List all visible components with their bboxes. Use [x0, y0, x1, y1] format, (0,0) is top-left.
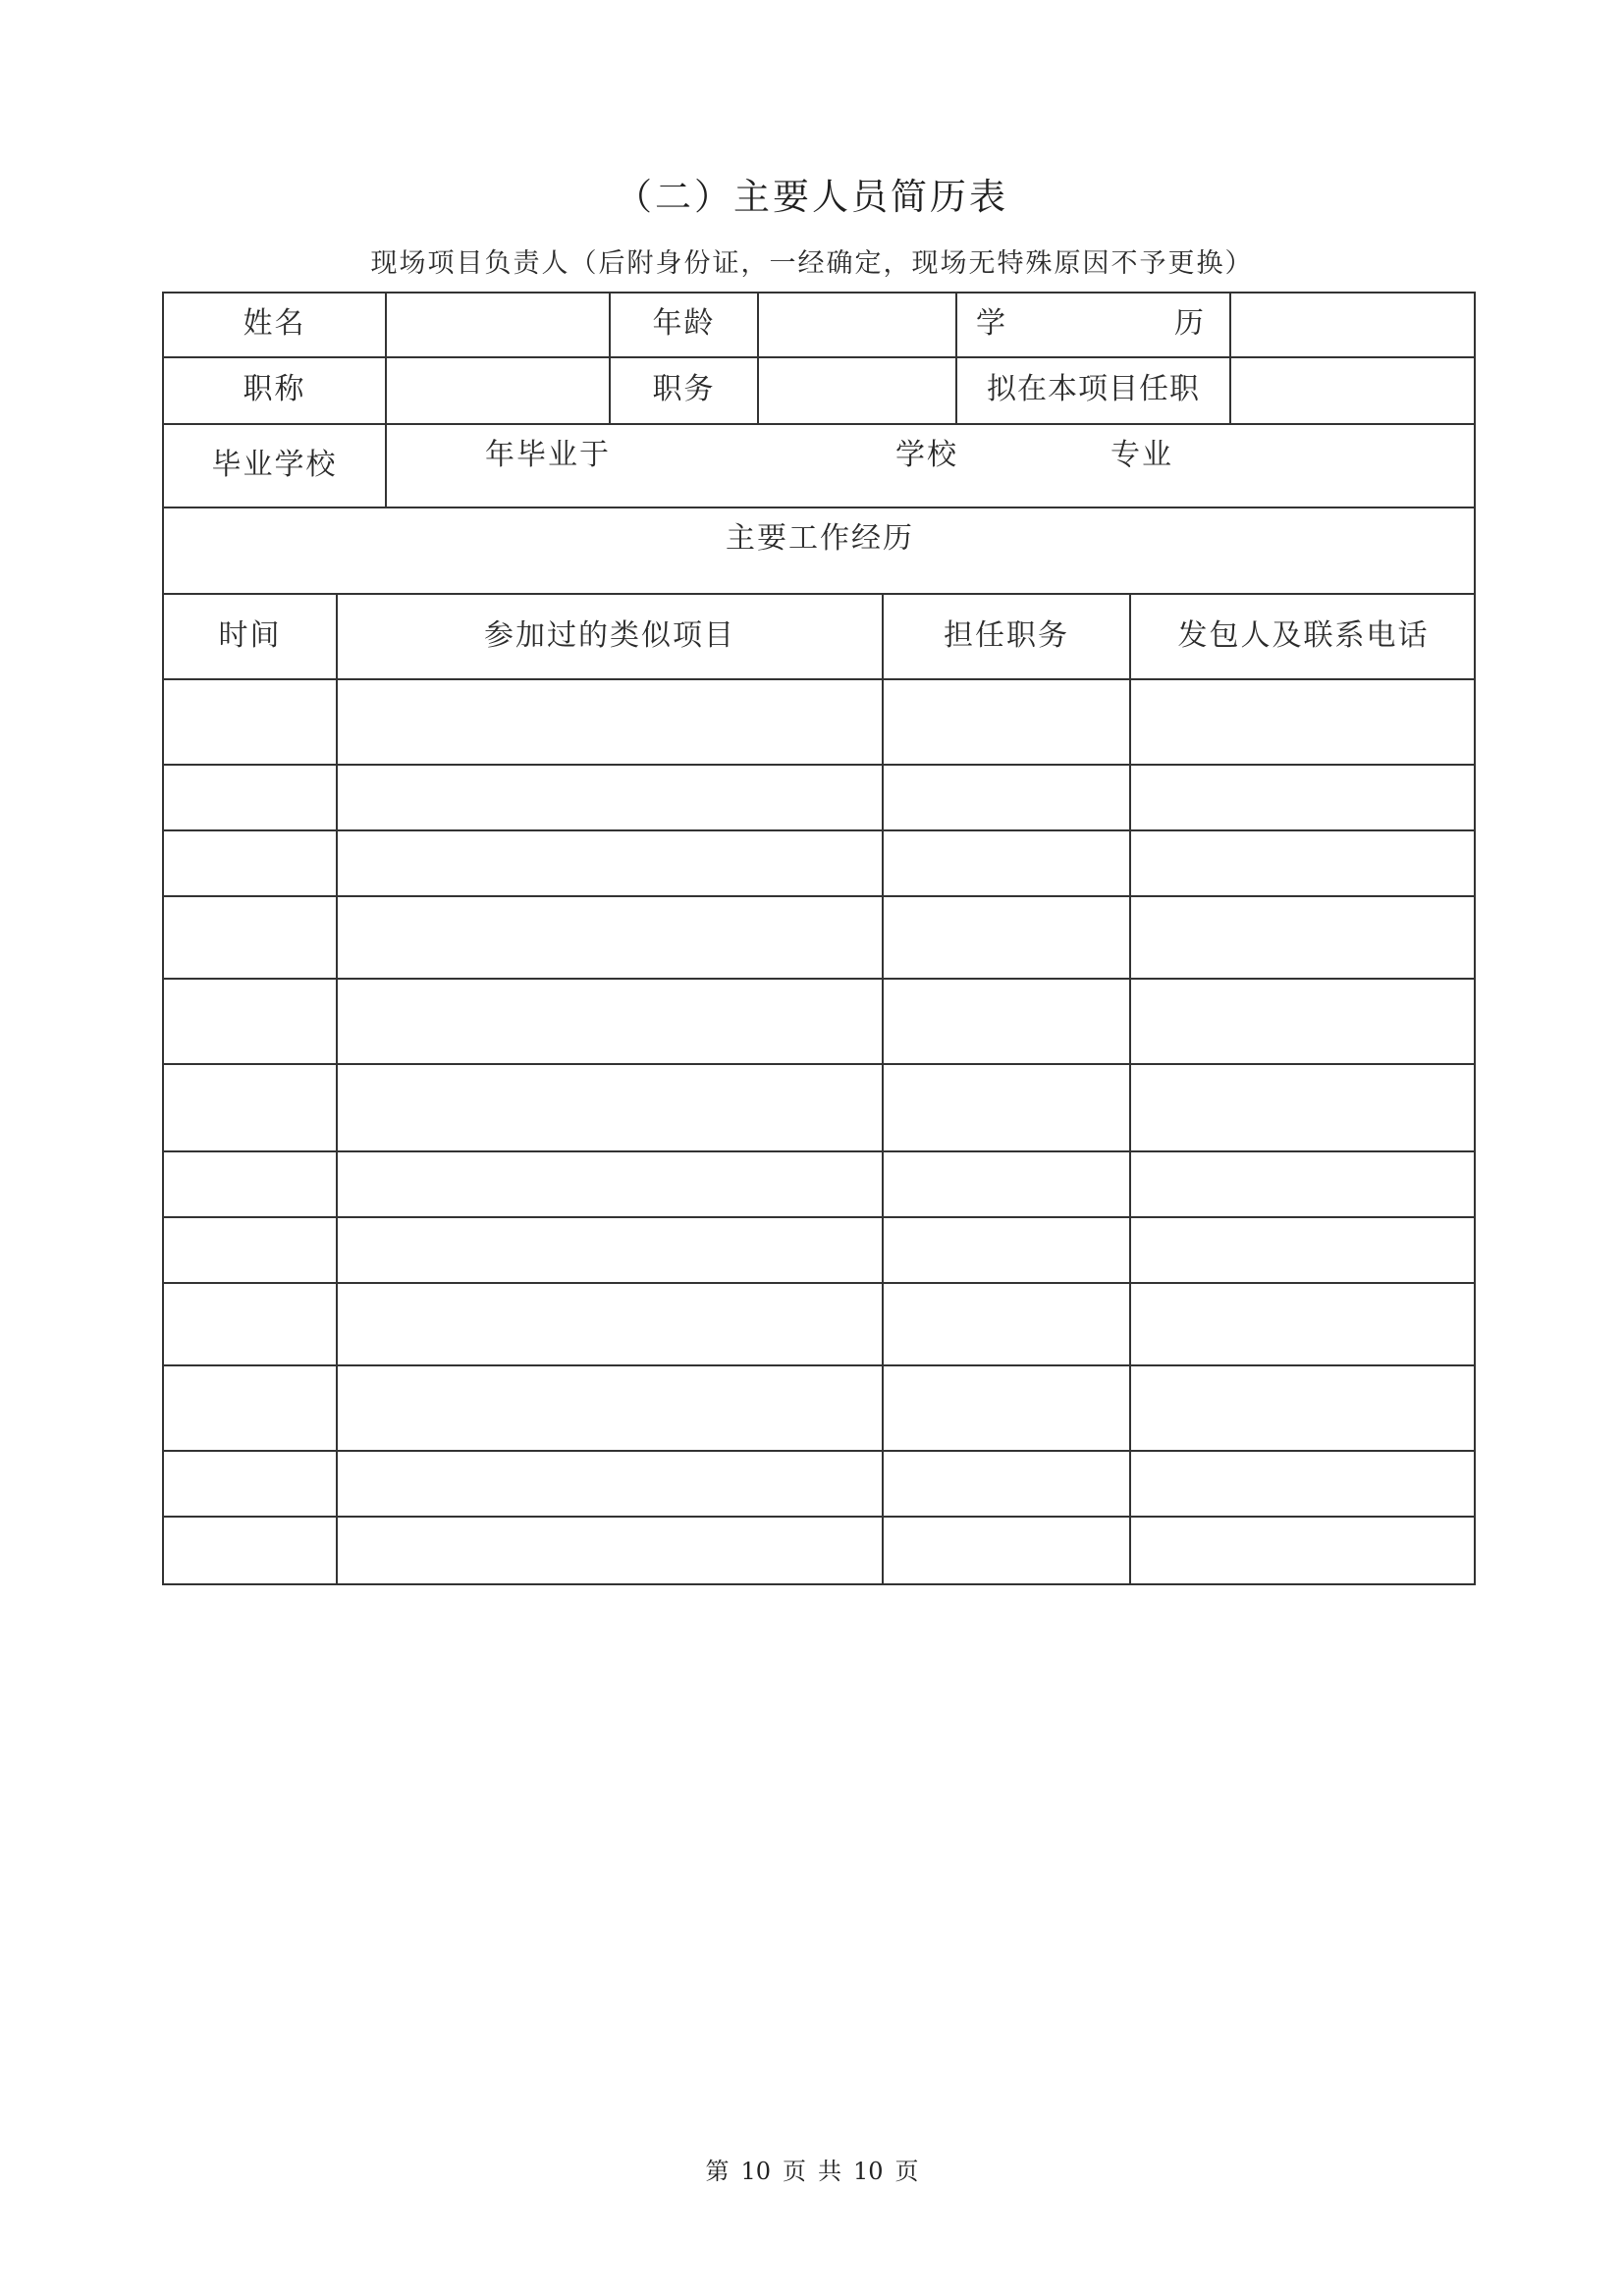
- header-role: 担任职务: [944, 618, 1069, 653]
- footer-total-prefix: 共: [818, 2158, 841, 2185]
- page-footer: [0, 2152, 1624, 2186]
- education-label-char-1: 学: [976, 306, 1007, 341]
- footer-total-suffix: 页: [894, 2158, 919, 2185]
- footer-page-word: 页: [783, 2158, 806, 2185]
- col-divider: [385, 423, 387, 507]
- name-label: 姓名: [243, 306, 306, 341]
- age-label: 年龄: [652, 306, 716, 341]
- school-label: 毕业学校: [211, 448, 338, 482]
- proposed-role-label: 拟在本项目任职: [987, 372, 1200, 406]
- row-divider: [162, 1282, 1476, 1284]
- row-divider: [162, 1063, 1476, 1065]
- education-label-char-2: 历: [1174, 306, 1206, 341]
- footer-current-page: 10: [740, 2158, 771, 2185]
- row-divider: [162, 829, 1476, 831]
- page-subtitle: 现场项目负责人（后附身份证，一经确定，现场无特殊原因不予更换）: [370, 248, 1254, 279]
- row-divider: [162, 764, 1476, 766]
- row-divider: [162, 1364, 1476, 1366]
- row-divider: [162, 1516, 1476, 1518]
- col-divider: [385, 292, 387, 423]
- header-similar-projects: 参加过的类似项目: [484, 618, 735, 653]
- col-divider: [1129, 593, 1131, 1585]
- col-divider: [757, 292, 759, 423]
- col-divider: [1229, 292, 1231, 423]
- position-label: 职务: [652, 372, 716, 406]
- row-divider: [162, 593, 1476, 595]
- graduated-year-text: 年毕业于: [485, 438, 611, 472]
- major-text: 专业: [1110, 438, 1173, 472]
- page-title: （二）主要人员简历表: [616, 176, 1008, 218]
- resume-table: [162, 292, 1476, 1585]
- row-divider: [162, 1150, 1476, 1152]
- col-divider: [336, 593, 338, 1585]
- row-divider: [162, 895, 1476, 897]
- header-time: 时间: [218, 618, 282, 653]
- footer-page-prefix: 第: [705, 2158, 730, 2185]
- row-divider: [162, 1216, 1476, 1218]
- work-history-section-label: 主要工作经历: [726, 521, 914, 556]
- footer-total-pages: 10: [853, 2158, 884, 2185]
- title-label: 职称: [243, 372, 306, 406]
- row-divider: [162, 507, 1476, 508]
- row-divider: [162, 356, 1476, 358]
- row-divider: [162, 978, 1476, 980]
- row-divider: [162, 678, 1476, 680]
- header-employer-contact: 发包人及联系电话: [1177, 618, 1430, 653]
- school-text: 学校: [895, 438, 958, 472]
- row-divider: [162, 1450, 1476, 1452]
- row-divider: [162, 423, 1476, 425]
- col-divider: [882, 593, 884, 1585]
